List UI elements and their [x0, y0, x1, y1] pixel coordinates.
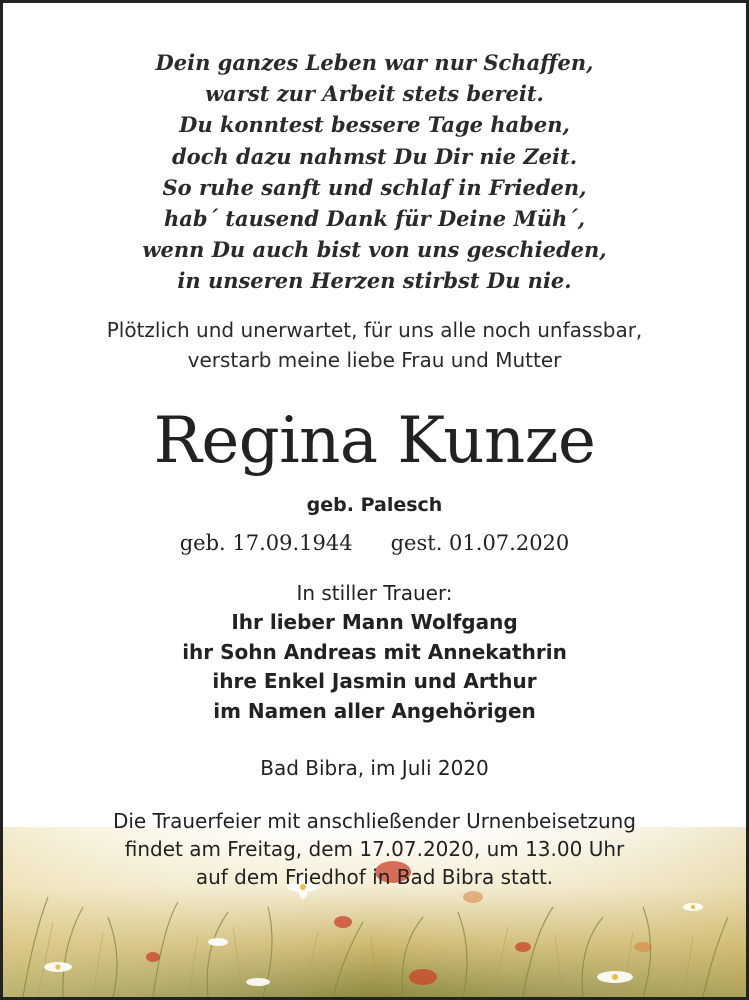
poem-line: Dein ganzes Leben war nur Schaffen,	[155, 50, 594, 75]
funeral-service-info	[3, 807, 746, 891]
maiden-name: geb. Palesch	[306, 494, 443, 516]
poem-line: hab´ tausend Dank für Deine Müh´,	[163, 206, 586, 232]
service-line: Die Trauerfeier mit anschließender Urnenbeisetzung	[112, 809, 637, 833]
mourner: ihr Sohn Andreas mit Annekathrin	[182, 639, 567, 664]
mourner: ihre Enkel Jasmin und Arthur	[212, 669, 537, 693]
mourner: Ihr lieber Mann Wolfgang	[231, 610, 518, 634]
poem-line: So ruhe sanft und schlaf in Frieden,	[162, 174, 587, 200]
birth-date: geb. 17.09.1944	[179, 531, 353, 555]
deceased-name: Regina Kunze	[153, 404, 596, 478]
place-and-date: Bad Bibra, im Juli 2020	[260, 756, 489, 780]
poem-line: wenn Du auch bist von uns geschieden,	[142, 237, 607, 263]
poem-line: warst zur Arbeit stets bereit.	[205, 81, 544, 107]
poem-line: in unseren Herzen stirbst Du nie.	[177, 268, 572, 294]
poem-line: Du konntest bessere Tage haben,	[179, 112, 570, 138]
memorial-poem	[3, 47, 746, 297]
service-line: auf dem Friedhof in Bad Bibra statt.	[195, 865, 554, 889]
mourning-label: In stiller Trauer:	[296, 581, 453, 605]
mourners-list	[3, 608, 746, 726]
service-line: findet am Freitag, dem 17.07.2020, um 13.00 Uhr	[124, 837, 625, 861]
mourner: im Namen aller Angehörigen	[213, 698, 536, 723]
announcement-intro	[3, 315, 746, 375]
intro-line: verstarb meine liebe Frau und Mutter	[187, 348, 562, 372]
life-dates	[3, 527, 746, 559]
intro-line: Plötzlich und unerwartet, für uns alle noch unfassbar,	[106, 318, 643, 342]
death-date: gest. 01.07.2020	[390, 531, 570, 555]
poem-line: doch dazu nahmst Du Dir nie Zeit.	[172, 143, 577, 169]
